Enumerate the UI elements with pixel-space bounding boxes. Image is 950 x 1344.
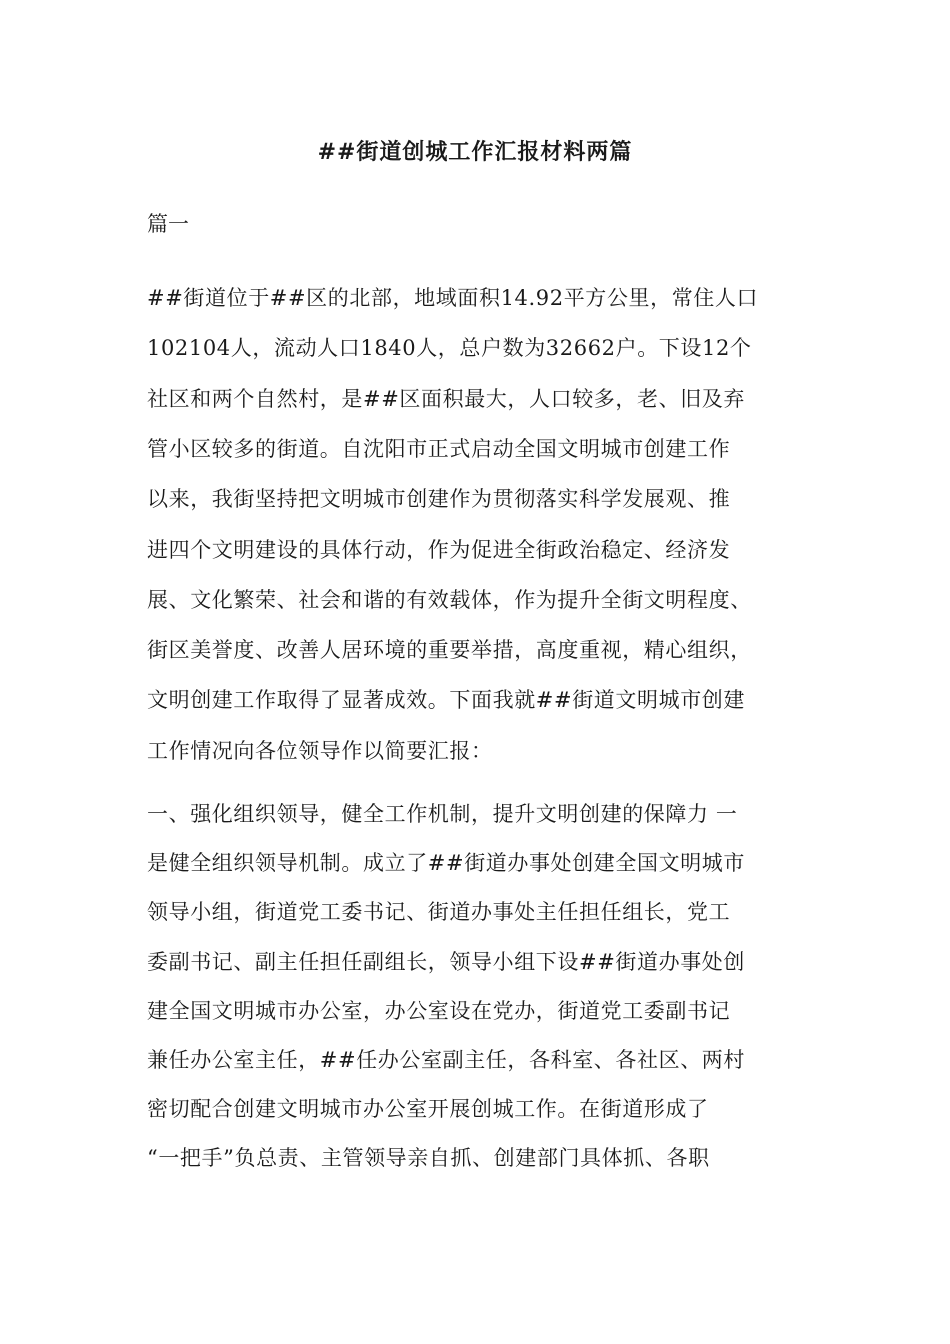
text-line: 进四个文明建设的具体行动，作为促进全街政治稳定、经济发 — [147, 537, 731, 562]
text-line: 社区和两个自然村，是##区面积最大，人口较多，老、旧及弃 — [147, 386, 745, 411]
text-line: 是健全组织领导机制。成立了##街道办事处创建全国文明城市 — [147, 851, 745, 876]
section-label: 篇一 — [147, 212, 189, 236]
text-line: 委副书记、副主任担任副组长，领导小组下设##街道办事处创 — [147, 949, 745, 974]
text-line: 管小区较多的街道。自沈阳市正式启动全国文明城市创建工作 — [147, 436, 731, 461]
text-line: 密切配合创建文明城市办公室开展创城工作。在街道形成了 — [147, 1097, 709, 1122]
text-line: 以来，我街坚持把文明城市创建作为贯彻落实科学发展观、推 — [147, 487, 731, 512]
text-line: 领导小组，街道党工委书记、街道办事处主任担任组长，党工 — [147, 900, 731, 925]
text-line: 街区美誉度、改善人居环境的重要举措，高度重视，精心组织， — [147, 638, 752, 663]
text-line: 一、强化组织领导，健全工作机制，提升文明创建的保障力 一 — [147, 802, 738, 826]
text-line: ##街道位于##区的北部，地域面积14.92平方公里，常住人口 — [147, 286, 759, 310]
text-line: 工作情况向各位领导作以简要汇报： — [147, 738, 493, 763]
paragraph-intro — [147, 282, 817, 785]
text-line: 展、文化繁荣、社会和谐的有效载体，作为提升全街文明程度、 — [147, 587, 752, 612]
document-title: ##街道创城工作汇报材料两篇 — [317, 139, 633, 165]
text-line: “一把手”负总责、主管领导亲自抓、创建部门具体抓、各职 — [147, 1146, 710, 1171]
paragraph-organization — [147, 798, 817, 1192]
text-line: 兼任办公室主任，##任办公室副主任，各科室、各社区、两村 — [147, 1048, 745, 1072]
text-line: 建全国文明城市办公室，办公室设在党办，街道党工委副书记 — [147, 998, 731, 1023]
text-line: 102104人，流动人口1840人，总户数为32662户。下设12个 — [147, 336, 752, 361]
text-line: 文明创建工作取得了显著成效。下面我就##街道文明城市创建 — [147, 688, 745, 713]
